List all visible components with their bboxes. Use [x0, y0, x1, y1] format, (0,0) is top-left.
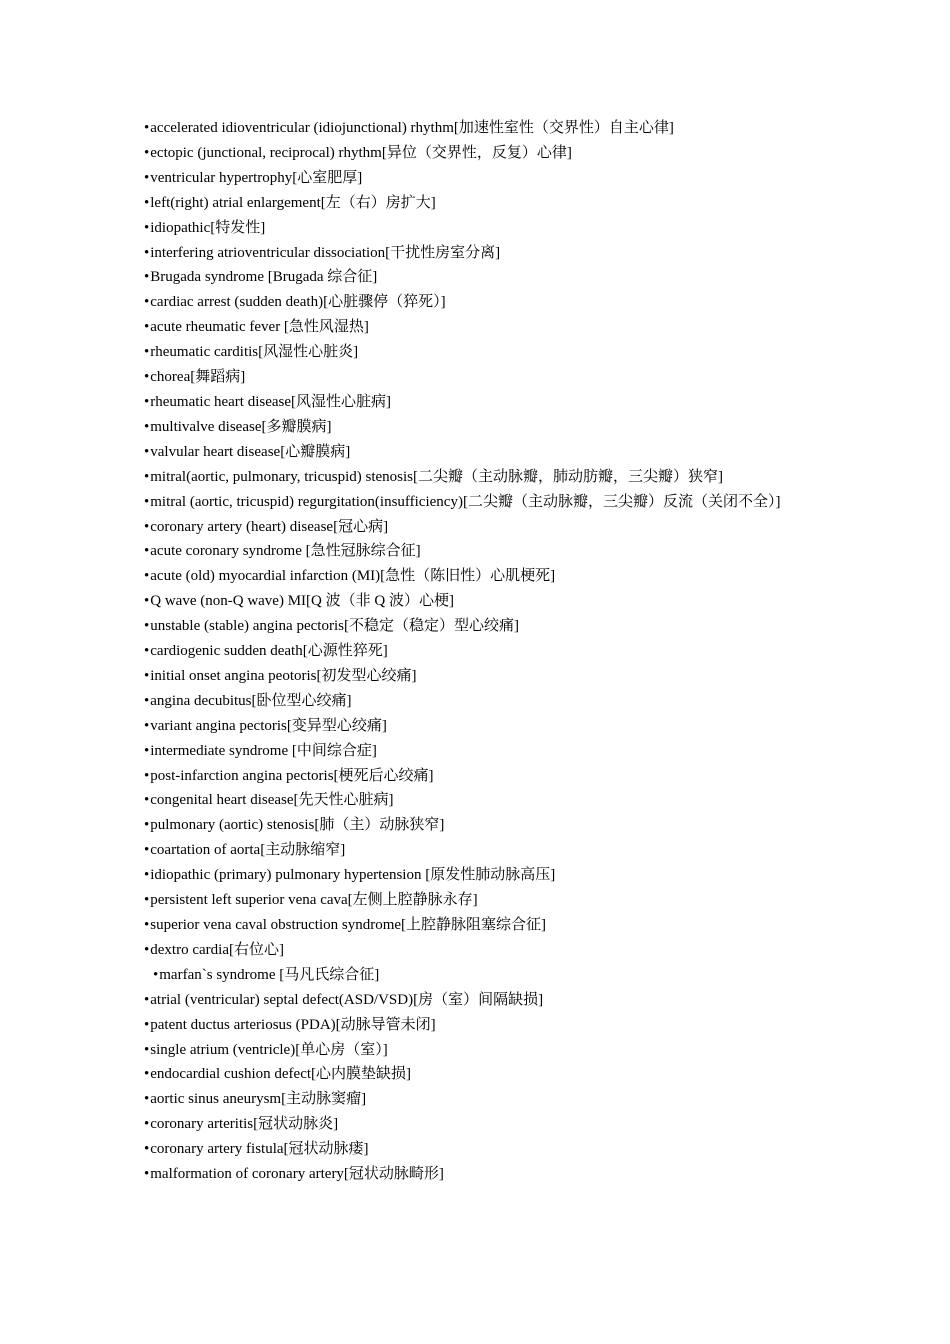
term-item: [144, 539, 814, 564]
bullet-icon: •: [144, 917, 150, 933]
term-item: [144, 788, 814, 813]
term-text: accelerated idioventricular (idiojunctional) rhythm[加速性室性（交界性）自主心律]: [150, 120, 674, 136]
term-text: acute rheumatic fever [急性风湿热]: [150, 319, 369, 336]
term-item: [144, 838, 814, 863]
term-item: [144, 241, 814, 266]
bullet-icon: •: [153, 966, 159, 983]
term-text: congenital heart disease[先天性心脏病]: [150, 792, 394, 809]
term-text: marfan`s syndrome [马凡氏综合征]: [159, 966, 380, 983]
term-text: multivalve disease[多瓣膜病]: [150, 418, 332, 435]
bullet-icon: •: [144, 344, 150, 361]
term-text: acute coronary syndrome [急性冠脉综合征]: [150, 543, 421, 560]
term-text: aortic sinus aneurysm[主动脉窦瘤]: [150, 1091, 367, 1108]
term-text: idiopathic (primary) pulmonary hypertension [原发性肺动脉高压]: [150, 867, 556, 884]
term-text: post-infarction angina pectoris[梗死后心绞痛]: [150, 767, 434, 784]
bullet-icon: •: [144, 941, 150, 958]
term-item: [144, 589, 814, 614]
term-text: unstable (stable) angina pectoris[不稳定（稳定）型心绞痛]: [150, 618, 519, 635]
term-item: [144, 290, 814, 315]
bullet-icon: •: [144, 568, 150, 585]
term-text: angina decubitus[卧位型心绞痛]: [150, 692, 352, 709]
bullet-icon: •: [144, 991, 150, 1008]
term-text: left(right) atrial enlargement[左（右）房扩大]: [150, 194, 436, 211]
bullet-icon: •: [144, 393, 150, 410]
bullet-icon: •: [144, 618, 150, 635]
term-item: [144, 191, 814, 216]
term-item: [144, 116, 814, 141]
term-text: rheumatic carditis[风湿性心脏炎]: [150, 344, 359, 361]
term-item: [144, 764, 814, 789]
term-text: atrial (ventricular) septal defect(ASD/VSD)[房（室）间隔缺损]: [150, 991, 544, 1008]
term-item: [144, 739, 814, 764]
term-item: [144, 813, 814, 838]
bullet-icon: •: [144, 269, 150, 286]
term-text: variant angina pectoris[变异型心绞痛]: [150, 717, 387, 734]
term-item: [144, 1013, 814, 1038]
term-item: [144, 415, 814, 440]
term-text: idiopathic[特发性]: [150, 219, 266, 236]
bullet-icon: •: [144, 443, 150, 460]
term-text: coronary artery (heart) disease[冠心病]: [150, 518, 389, 535]
term-item: [144, 1038, 814, 1063]
term-item: [144, 988, 814, 1013]
bullet-icon: •: [144, 518, 150, 535]
bullet-icon: •: [144, 1141, 150, 1158]
term-text: ventricular hypertrophy[心室肥厚]: [150, 169, 363, 186]
term-item: [144, 963, 814, 988]
bullet-icon: •: [144, 169, 150, 186]
term-text: pulmonary (aortic) stenosis[肺（主）动脉狭窄]: [150, 817, 445, 834]
term-item: [144, 365, 814, 390]
term-text: Q wave (non-Q wave) MI[Q 波（非 Q 波）心梗]: [150, 593, 454, 610]
term-item: [144, 938, 814, 963]
term-text: Brugada syndrome [Brugada 综合征]: [150, 269, 378, 286]
bullet-icon: •: [144, 194, 150, 211]
term-item: [144, 614, 814, 639]
term-text: endocardial cushion defect[心内膜垫缺损]: [150, 1066, 412, 1083]
term-item: [144, 216, 814, 241]
term-item: [144, 1062, 814, 1087]
bullet-icon: •: [144, 717, 150, 734]
bullet-icon: •: [144, 1066, 150, 1083]
term-text: cardiac arrest (sudden death)[心脏骤停（猝死）]: [150, 294, 446, 311]
term-text: malformation of coronary artery[冠状动脉畸形]: [150, 1166, 444, 1183]
term-item: [144, 1162, 814, 1187]
bullet-icon: •: [144, 319, 150, 336]
term-item: [144, 340, 814, 365]
term-item: [144, 863, 814, 888]
bullet-icon: •: [144, 817, 150, 834]
bullet-icon: •: [144, 144, 150, 161]
bullet-icon: •: [144, 244, 150, 261]
bullet-icon: •: [144, 1166, 150, 1183]
term-text: rheumatic heart disease[风湿性心脏病]: [150, 393, 392, 410]
bullet-icon: •: [144, 667, 150, 684]
bullet-icon: •: [144, 792, 150, 809]
term-text: cardiogenic sudden death[心源性猝死]: [150, 643, 388, 660]
term-text: valvular heart disease[心瓣膜病]: [150, 443, 351, 460]
bullet-icon: •: [144, 120, 150, 136]
term-text: ectopic (junctional, reciprocal) rhythm[异位（交界性，反复）心律]: [150, 144, 572, 161]
term-item: [144, 515, 814, 540]
bullet-icon: •: [144, 742, 150, 759]
term-text: single atrium (ventricle)[单心房（室）]: [150, 1041, 388, 1058]
bullet-icon: •: [144, 1041, 150, 1058]
bullet-icon: •: [144, 842, 150, 859]
term-item: [144, 714, 814, 739]
term-text: acute (old) myocardial infarction (MI)[急性（陈旧性）心肌梗死]: [150, 568, 556, 585]
bullet-icon: •: [144, 294, 150, 311]
term-item: [144, 1137, 814, 1162]
term-text: initial onset angina peotoris[初发型心绞痛]: [150, 667, 417, 684]
term-text: patent ductus arteriosus (PDA)[动脉导管未闭]: [150, 1016, 436, 1033]
term-item: [144, 141, 814, 166]
term-text: chorea[舞蹈病]: [150, 369, 246, 386]
bullet-icon: •: [144, 1116, 150, 1133]
term-text: mitral(aortic, pulmonary, tricuspid) stenosis[二尖瓣（主动脉瓣，肺动肪瓣，三尖瓣）狭窄]: [150, 468, 723, 485]
term-item: [144, 1087, 814, 1112]
term-text: coronary arteritis[冠状动脉炎]: [150, 1116, 339, 1133]
term-item: [144, 166, 814, 191]
term-item: [144, 265, 814, 290]
term-text: mitral (aortic, tricuspid) regurgitation(insufficiency)[二尖瓣（主动脉瓣，三尖瓣）反流（关闭不全）]: [150, 493, 781, 510]
term-item: [144, 913, 814, 938]
term-item: [144, 564, 814, 589]
term-text: dextro cardia[右位心]: [150, 941, 284, 958]
term-list: [144, 116, 814, 1187]
term-item: [144, 689, 814, 714]
bullet-icon: •: [144, 867, 150, 884]
bullet-icon: •: [144, 219, 150, 236]
term-item: [144, 390, 814, 415]
bullet-icon: •: [144, 767, 150, 784]
bullet-icon: •: [144, 369, 150, 386]
term-text: coartation of aorta[主动脉缩窄]: [150, 842, 346, 859]
bullet-icon: •: [144, 418, 150, 435]
bullet-icon: •: [144, 1091, 150, 1108]
bullet-icon: •: [144, 493, 150, 510]
term-item: [144, 465, 814, 490]
term-text: intermediate syndrome [中间综合症]: [150, 742, 377, 759]
bullet-icon: •: [144, 643, 150, 660]
term-text: interfering atrioventricular dissociation[干扰性房室分离]: [150, 244, 501, 261]
term-text: coronary artery fistula[冠状动脉瘘]: [150, 1141, 369, 1158]
term-text: persistent left superior vena cava[左侧上腔静脉永存]: [150, 892, 478, 909]
bullet-icon: •: [144, 593, 150, 610]
term-item: [144, 639, 814, 664]
bullet-icon: •: [144, 692, 150, 709]
bullet-icon: •: [144, 543, 150, 560]
bullet-icon: •: [144, 1016, 150, 1033]
bullet-icon: •: [144, 468, 150, 485]
bullet-icon: •: [144, 892, 150, 909]
term-item: [144, 664, 814, 689]
term-text: superior vena caval obstruction syndrome[上腔静脉阻塞综合征]: [150, 917, 547, 933]
term-item: [144, 440, 814, 465]
term-item: [144, 1112, 814, 1137]
term-item: [144, 888, 814, 913]
term-item: [144, 315, 814, 340]
term-item: [144, 490, 814, 515]
